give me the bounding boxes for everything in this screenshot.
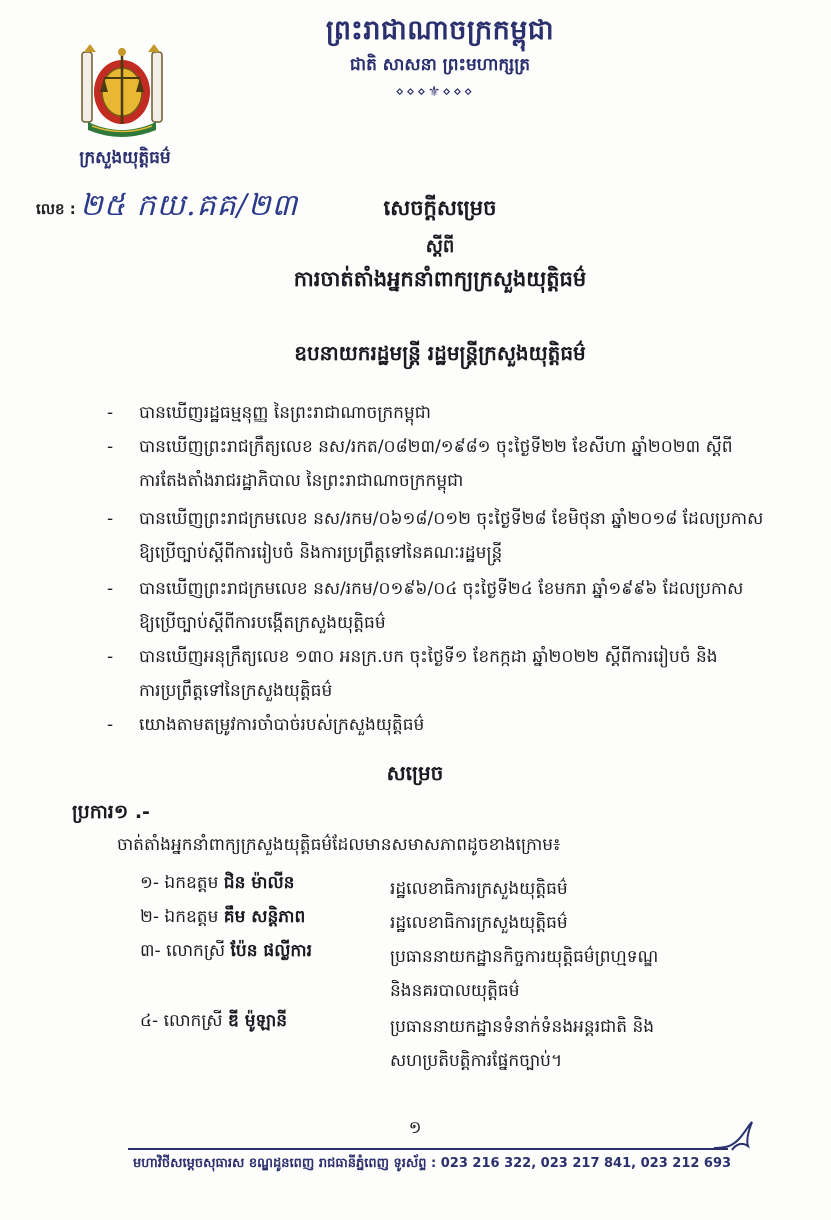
- visa-text: បានឃើញរដ្ឋធម្មនុញ្ញ នៃព្រះរាជាណាចក្រកម្ពុជា: [139, 403, 431, 423]
- spokesperson-role: រដ្ឋលេខាធិការក្រសួងយុត្តិធម៌: [390, 879, 568, 899]
- article-label: ប្រការ១ .-: [72, 801, 150, 823]
- visa-text: បានឃើញព្រះរាជក្រមលេខ នស/រកម/០១៩៦/០៤ ចុះថ្ងៃទី២៤ ខែមករា ឆ្នាំ១៩៩៦ ដែលប្រកាស: [139, 579, 744, 599]
- bullet-dash: -: [107, 647, 114, 667]
- bullet-dash: -: [107, 579, 114, 599]
- visa-text-continued: ការតែងតាំងរាជរដ្ឋាភិបាល នៃព្រះរាជាណាចក្រកម្ពុជា: [139, 471, 464, 491]
- ministry-name: ក្រសួងយុត្តិធម៌: [79, 148, 171, 168]
- kingdom-title: ព្រះរាជាណាចក្រកម្ពុជា: [325, 15, 555, 46]
- article-intro: ចាត់តាំងអ្នកនាំពាក្យក្រសួងយុត្តិធម៌ដែលមានសមាសភាពដូចខាងក្រោម៖: [117, 835, 561, 855]
- spokesperson-name-block: [140, 872, 294, 897]
- list-number: ៣-: [140, 941, 161, 961]
- role-line-continued: សហប្រតិបត្តិការផ្នែកច្បាប់។: [390, 1051, 563, 1071]
- honorific: លោកស្រី: [163, 1011, 223, 1031]
- visa-text: បានឃើញព្រះរាជក្រមលេខ នស/រកម/០៦១៨/០១២ ចុះថ្ងៃទី២៨ ខែមិថុនា ឆ្នាំ២០១៨ ដែលប្រកាស: [139, 509, 764, 529]
- document-subject: ការចាត់តាំងអ្នកនាំពាក្យក្រសួងយុត្តិធម៌: [293, 267, 587, 291]
- header-ornament: ⋄⋄⋄⚜⋄⋄⋄: [395, 84, 475, 100]
- visa-item: [107, 502, 787, 570]
- list-number: ៤-: [140, 1011, 159, 1031]
- issuer-title: ឧបនាយករដ្ឋមន្ត្រី រដ្ឋមន្ត្រីក្រសួងយុត្តិធម៌: [294, 341, 586, 365]
- reference-label: លេខ :: [36, 200, 76, 218]
- visa-item: [107, 572, 787, 640]
- spokesperson-name: ប៉ែន ផល្លីការ: [230, 941, 312, 961]
- list-number: ១-: [140, 873, 160, 893]
- bullet-dash: -: [107, 509, 114, 529]
- reference-number: ២៥ កយ.គគ/២៣: [80, 188, 299, 223]
- spokesperson-name-block: [140, 940, 312, 965]
- spokesperson-role: [390, 1010, 770, 1078]
- national-motto: ជាតិ សាសនា ព្រះមហាក្សត្រ: [349, 55, 531, 75]
- visa-text-continued: ការប្រព្រឹត្តទៅនៃក្រសួងយុត្តិធម៌: [139, 681, 333, 701]
- footer-divider: [128, 1148, 728, 1150]
- honorific: ឯកឧត្តម: [164, 907, 219, 927]
- spokesperson-name: ឌី ម៉ូឡានី: [228, 1011, 288, 1031]
- visa-item: [107, 640, 787, 708]
- visa-item: [107, 708, 787, 742]
- spokesperson-item: [140, 940, 800, 1001]
- spokesperson-item: [140, 906, 800, 938]
- bullet-dash: -: [107, 403, 114, 423]
- bullet-dash: -: [107, 437, 114, 457]
- spokesperson-role: រដ្ឋលេខាធិការក្រសួងយុត្តិធម៌: [390, 913, 568, 933]
- role-line: ប្រធាននាយកដ្ឋានកិច្ចការយុត្តិធម៌ព្រហ្មទណ្ឌ: [390, 947, 659, 967]
- bullet-dash: -: [107, 715, 114, 735]
- spokesperson-role: [390, 940, 770, 1008]
- visa-item: [107, 396, 787, 430]
- decision-heading: សម្រេច: [386, 761, 444, 785]
- spokesperson-name: គឹម សន្តិភាព: [223, 907, 306, 927]
- spokesperson-name: ជិន ម៉ាលីន: [223, 873, 295, 893]
- visa-text: បានឃើញអនុក្រឹត្យលេខ ១៣០ អនក្រ.បក ចុះថ្ងៃទី១ ខែកក្កដា ឆ្នាំ២០២២ ស្តីពីការរៀបចំ និង: [139, 647, 718, 667]
- visa-item: [107, 430, 787, 498]
- visa-text-continued: ឱ្យប្រើច្បាប់ស្តីពីការរៀបចំ និងការប្រព្រឹត្តទៅនៃគណៈរដ្ឋមន្ត្រី: [139, 543, 503, 563]
- role-line: ប្រធាននាយកដ្ឋានទំនាក់ទំនងអន្តរជាតិ និង: [390, 1017, 655, 1037]
- spokesperson-item: [140, 872, 800, 904]
- role-line-continued: និងនគរបាលយុត្តិធម៌: [390, 981, 520, 1001]
- page-number: ១: [408, 1118, 422, 1138]
- subject-label: ស្តីពី: [425, 236, 455, 257]
- honorific: ឯកឧត្តម: [164, 873, 219, 893]
- flourish-icon: [712, 1118, 756, 1154]
- visa-text: យោងតាមតម្រូវការចាំបាច់របស់ក្រសួងយុត្តិធម៌: [139, 715, 425, 735]
- visa-text-continued: ឱ្យប្រើច្បាប់ស្តីពីការបង្កើតក្រសួងយុត្តិធម៌: [139, 613, 386, 633]
- document-title: សេចក្តីសម្រេច: [383, 196, 497, 220]
- ministry-emblem-icon: [74, 42, 170, 140]
- spokesperson-name-block: [140, 1010, 287, 1035]
- spokesperson-item: [140, 1010, 800, 1071]
- honorific: លោកស្រី: [166, 941, 226, 961]
- footer-address: មហាវិថីសម្តេចសុធារស ខណ្ឌដូនពេញ រាជធានីភ្នំពេញ ទូរស័ព្ទ : 023 216 322, 023 217 841, 023 212 693: [133, 1156, 732, 1171]
- visa-text: បានឃើញព្រះរាជក្រឹត្យលេខ នស/រកត/០៨២៣/១៩៨១ ចុះថ្ងៃទី២២ ខែសីហា ឆ្នាំ២០២៣ ស្តីពី: [139, 437, 733, 457]
- list-number: ២-: [140, 907, 160, 927]
- spokesperson-name-block: [140, 906, 305, 931]
